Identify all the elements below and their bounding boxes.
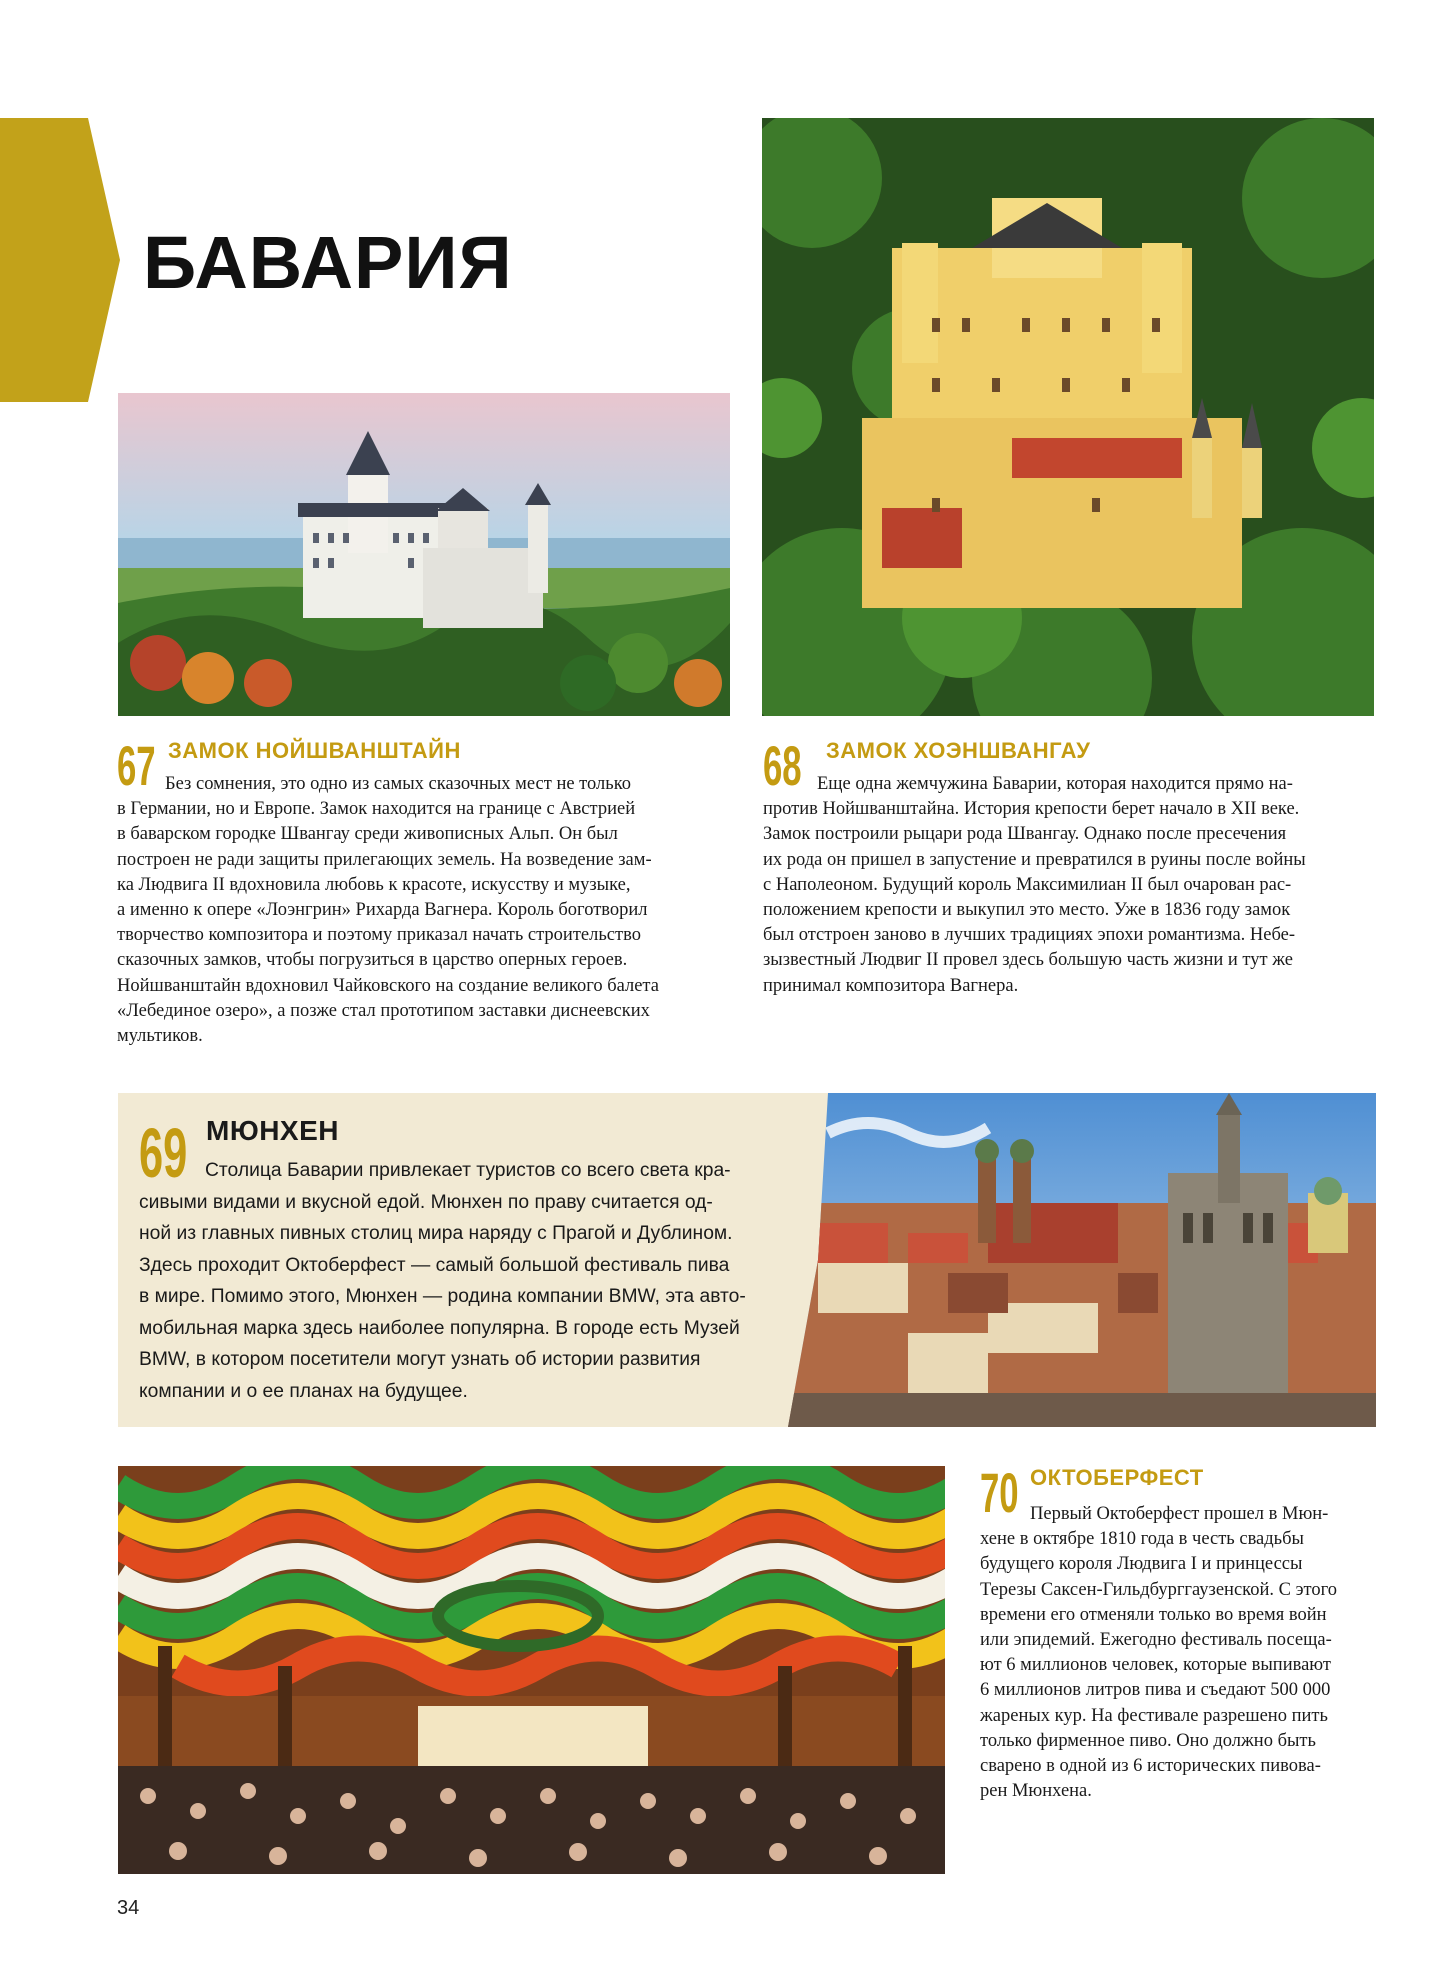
text-line: 6 миллионов литров пива и съедают 500 000 — [980, 1680, 1331, 1701]
text-line: Столица Баварии привлекает туристов со всего света кра- — [205, 1160, 731, 1181]
text-line: ной из главных пивных столиц мира наряду с Прагой и Дублином. — [139, 1223, 733, 1244]
text-line: BMW, в котором посетители могут узнать об истории развития — [139, 1349, 701, 1370]
text-line: сказочных замков, чтобы погрузиться в царство оперных героев. — [117, 950, 628, 971]
oktoberfest-photo — [118, 1466, 945, 1874]
text-line: мультиков. — [117, 1026, 203, 1047]
text-line: мобильная марка здесь наиболее популярна. В городе есть Музей — [139, 1317, 740, 1339]
text-line: Нойшванштайн вдохновил Чайковского на создание великого балета — [117, 975, 659, 996]
text-line: будущего короля Людвига I и принцессы — [980, 1554, 1303, 1575]
text-line: их рода он пришел в запустение и превратился в руины после войны — [763, 849, 1306, 870]
munich-photo — [788, 1093, 1376, 1427]
text-line: с Наполеоном. Будущий король Максимилиан II был очарован рас- — [763, 874, 1292, 895]
section-text-68 — [763, 772, 1383, 999]
section-number-70: 70 — [980, 1461, 1019, 1524]
section-text-69 — [139, 1155, 779, 1407]
text-line: в мире. Помимо этого, Мюнхен — родина компании BMW, эта авто- — [139, 1286, 746, 1307]
section-title-68: ЗАМОК ХОЭНШВАНГАУ — [826, 738, 1091, 763]
text-line: хене в октябре 1810 года в честь свадьбы — [980, 1529, 1304, 1550]
text-line: Замок построили рыцари рода Швангау. Однако после пресечения — [763, 824, 1287, 845]
section-title-69: МЮНХЕН — [206, 1115, 339, 1146]
text-line: сварено в одной из 6 исторических пивова- — [980, 1756, 1321, 1777]
text-line: зызвестный Людвиг II провел здесь большую часть жизни и тут же — [763, 950, 1293, 971]
section-title-67: ЗАМОК НОЙШВАНШТАЙН — [168, 738, 461, 763]
text-line: был отстроен заново в лучших традициях эпохи романтизма. Небе- — [763, 925, 1296, 946]
text-line: Еще одна жемчужина Баварии, которая находится прямо на- — [817, 774, 1293, 794]
text-line: в Германии, но и Европе. Замок находится на границе с Австрией — [117, 799, 636, 820]
text-line: ют 6 миллионов человек, которые выпивают — [980, 1655, 1331, 1676]
text-line: компании и о ее планах на будущее. — [139, 1380, 468, 1402]
text-line: против Нойшванштайна. История крепости берет начало в XII веке. — [763, 799, 1300, 820]
section-number-67: 67 — [117, 734, 156, 797]
section-number-69: 69 — [139, 1114, 188, 1192]
section-title-70: ОКТОБЕРФЕСТ — [1030, 1465, 1204, 1490]
page-number: 34 — [117, 1897, 140, 1919]
text-line: построен не ради защиты прилегающих земель. На возведение зам- — [117, 849, 652, 870]
section-text-67 — [117, 772, 737, 1049]
text-line: в баварском городке Швангау среди живописных Альп. Он был — [117, 824, 618, 845]
text-line: Здесь проходит Октоберфест — самый большой фестиваль пива — [139, 1254, 730, 1276]
text-line: рен Мюнхена. — [980, 1781, 1092, 1802]
text-line: или эпидемий. Ежегодно фестиваль посеща- — [980, 1630, 1332, 1651]
section-tab — [0, 118, 120, 402]
text-line: сивыми видами и вкусной едой. Мюнхен по праву считается од- — [139, 1191, 713, 1213]
neuschwanstein-photo — [118, 393, 730, 716]
text-line: положением крепости и выкупил это место. Уже в 1836 году замок — [763, 900, 1291, 921]
text-line: творчество композитора и поэтому приказал начать строительство — [117, 925, 641, 946]
text-line: принимал композитора Вагнера. — [763, 975, 1019, 996]
section-text-70 — [980, 1502, 1380, 1804]
text-line: жареных кур. На фестивале разрешено пить — [980, 1705, 1328, 1726]
text-line: Терезы Саксен-Гильдбурггаузенской. С этого — [980, 1579, 1337, 1600]
page-title: БАВАРИЯ — [143, 221, 513, 304]
text-line: а именно к опере «Лоэнгрин» Рихарда Вагнера. Король боготворил — [117, 900, 648, 921]
text-line: Без сомнения, это одно из самых сказочных мест не только — [165, 774, 631, 794]
text-line: ка Людвига II вдохновила любовь к красоте, искусству и музыке, — [117, 874, 631, 895]
text-line: «Лебединое озеро», а позже стал прототипом заставки диснеевских — [117, 1000, 650, 1021]
section-number-68: 68 — [763, 734, 802, 797]
text-line: времени его отменяли только во время войн — [980, 1604, 1327, 1625]
hohenschwangau-photo — [762, 118, 1374, 716]
text-line: Первый Октоберфест прошел в Мюн- — [1030, 1504, 1329, 1524]
text-line: только фирменное пиво. Оно должно быть — [980, 1730, 1316, 1751]
